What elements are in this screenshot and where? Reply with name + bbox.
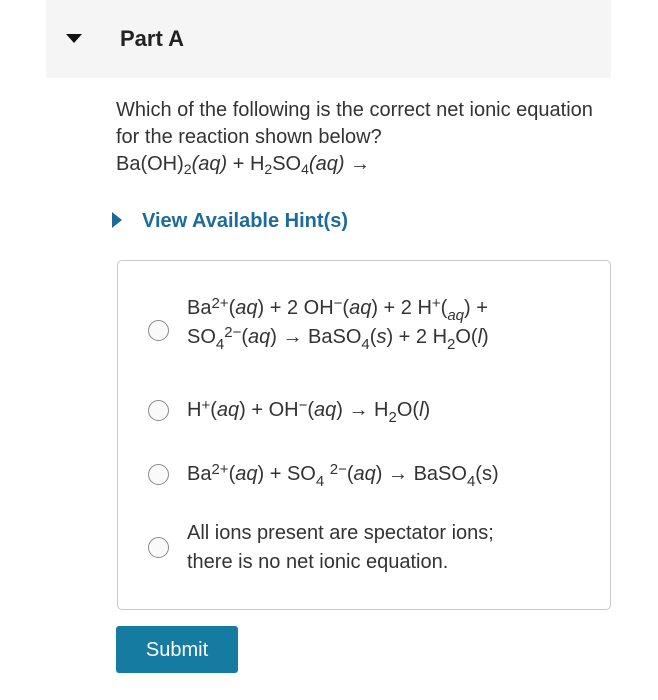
option-2-text [187, 396, 430, 425]
option-3-radio[interactable] [148, 464, 169, 485]
expand-caret-icon [112, 212, 122, 228]
option-1-radio[interactable] [148, 320, 169, 341]
part-title: Part A [120, 26, 184, 51]
option-3-line1: $Ba^{2+}(aq) + SO_4$ $^{2-}$(aq) → BaSO$_4$(s) [187, 461, 499, 490]
option-4-text [187, 519, 494, 577]
option-1-line1: $Ba^{2+}(aq) + 2$ OH−(aq) + 2 $H^+(_{aq})$ + [187, 295, 488, 324]
question-reaction: $Ba(OH)_2(aq) + H_2SO_4(aq)$ → [116, 153, 371, 177]
option-1-text [187, 294, 489, 352]
view-hints-link[interactable] [112, 210, 348, 233]
option-3-text [187, 460, 499, 489]
submit-button[interactable]: Submit [116, 626, 238, 673]
option-1-line2: $SO_4^{2-}(aq)$ → BaSO$_4$(s) + 2 $H_2O(l)$ [187, 324, 489, 353]
option-2-line1: $H^+(aq) + OH^-(aq) \to H_2O(l)$ [187, 397, 431, 426]
option-4-line2: there is no net ionic equation. [187, 551, 449, 573]
part-header[interactable] [46, 0, 611, 78]
question-text [116, 97, 596, 183]
collapse-caret-icon[interactable] [66, 34, 82, 43]
option-2-radio[interactable] [148, 400, 169, 421]
option-4-radio[interactable] [148, 537, 169, 558]
question-prompt: Which of the following is the correct net ionic equation for the reaction shown below? [116, 99, 593, 148]
option-4-line1: All ions present are spectator ions; [187, 522, 494, 544]
hint-label: View Available Hint(s) [142, 210, 348, 232]
answer-options [117, 260, 611, 610]
